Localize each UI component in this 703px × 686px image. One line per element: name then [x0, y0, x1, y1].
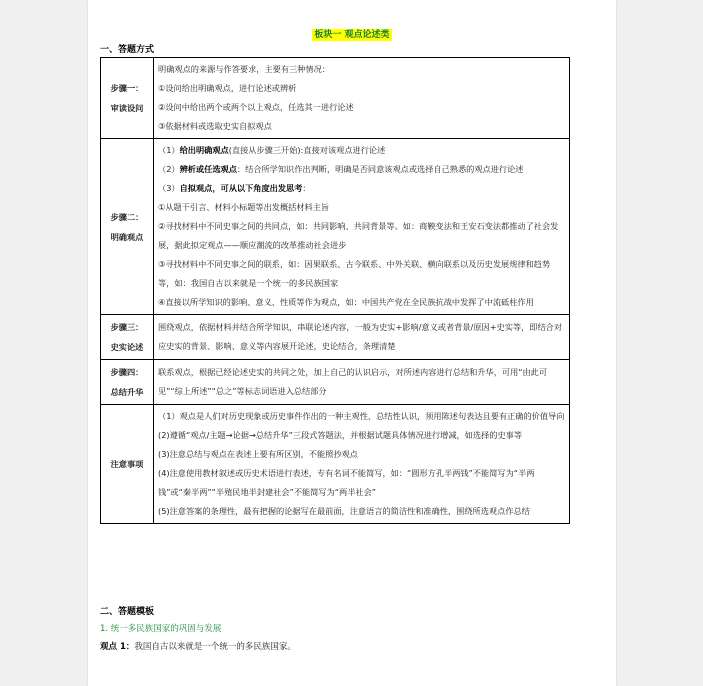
step-content [154, 315, 570, 360]
content-line: ③依据材料或选取史实自拟观点 [158, 121, 272, 131]
step-label: 注意事项 [101, 405, 154, 524]
table-row [101, 139, 570, 315]
viewpoint-paragraph: 观点 1：我国自古以来就是一个统一的多民族国家。 [100, 642, 296, 652]
content-line: ②设问中给出两个或两个以上观点，任选其一进行论述 [158, 102, 354, 112]
content-line: （1）观点是人们对历史现象或历史事件作出的一种主观性、总结性认识，须用陈述句表达且要有正确的价值导向 [158, 411, 565, 421]
step-label: 步骤二： 明确观点 [101, 139, 154, 315]
content-line: (4)注意使用教材叙述或历史术语进行表述，专有名词不能简写，如：“圆形方孔半两钱”不能简写为“半两钱”或“秦半两”“半殖民地半封建社会”不能简写为“两半社会” [158, 468, 535, 497]
content-line: (3)注意总结与观点在表述上要有所区别，不能照抄观点 [158, 449, 358, 459]
step-content [154, 360, 570, 405]
content-line: ④直接以所学知识的影响、意义、性质等作为观点，如：中国共产党在全民族抗战中发挥了中流砥柱作用 [158, 297, 534, 307]
table-row [101, 58, 570, 139]
content-line: ③寻找材料中不同史事之间的联系，如：因果联系、古今联系、中外关联、横向联系以及历史发展规律和趋势等，如：我国自古以来就是一个统一的多民族国家 [158, 259, 551, 288]
content-line: 明确观点的来源与作答要求，主要有三种情况： [158, 64, 330, 74]
step-label: 步骤三： 史实论述 [101, 315, 154, 360]
table-row [101, 315, 570, 360]
step-label: 步骤四： 总结升华 [101, 360, 154, 405]
section-heading-1: 一、答题方式 [100, 45, 155, 55]
content-line: (2)遵循“观点/主题→论据→总结升华”三段式答题法，并根据试题具体情况进行增减，如选择的史事等 [158, 430, 523, 440]
table-row [101, 360, 570, 405]
document-page [88, 0, 616, 686]
step-content [154, 139, 570, 315]
step-label: 步骤一： 审读设问 [101, 58, 154, 139]
section-heading-2: 二、答题模板 [100, 607, 155, 617]
content-line: ①设问给出明确观点，进行论述或辨析 [158, 83, 297, 93]
content-line: 联系观点，根据已经论述史实的共同之处，加上自己的认识启示，对所述内容进行总结和升华，可用“由此可见”“综上所述”“总之”等标志词语进入总结部分 [158, 367, 548, 396]
answer-method-table [100, 57, 570, 524]
subheading: 1. 统一多民族国家的巩固与发展 [100, 624, 222, 634]
content-line: ②寻找材料中不同史事之间的共同点，如：共同影响、共同背景等。如：商鞅变法和王安石变法都推动了社会发展，据此拟定观点——顺应潮流的改革推动社会进步 [158, 221, 559, 250]
content-line: 围绕观点，依据材料并结合所学知识，串联论述内容，一般为史实+影响/意义或者背景/原因+史实等，即结合对应史实的背景、影响、意义等内容展开论述，史论结合，条理清楚 [158, 322, 563, 351]
content-line: ①从题干引言、材料小标题等出发概括材料主旨 [158, 202, 330, 212]
step-content [154, 405, 570, 524]
content-line: （2）辨析或任选观点：结合所学知识作出判断，明确是否同意该观点或选择自己熟悉的观点进行论述 [158, 164, 524, 174]
table-row [101, 405, 570, 524]
content-line: （3）自拟观点，可从以下角度出发思考： [158, 183, 311, 193]
content-line: (5)注意答案的条理性，最有把握的论据写在最前面，注意语言的简洁性和准确性，围绕所选观点作总结 [158, 506, 530, 516]
step-content [154, 58, 570, 139]
page-title: 板块一 观点论述类 [314, 30, 390, 40]
content-line: （1）给出明确观点(直接从步骤三开始):直接对该观点进行论述 [158, 145, 386, 155]
